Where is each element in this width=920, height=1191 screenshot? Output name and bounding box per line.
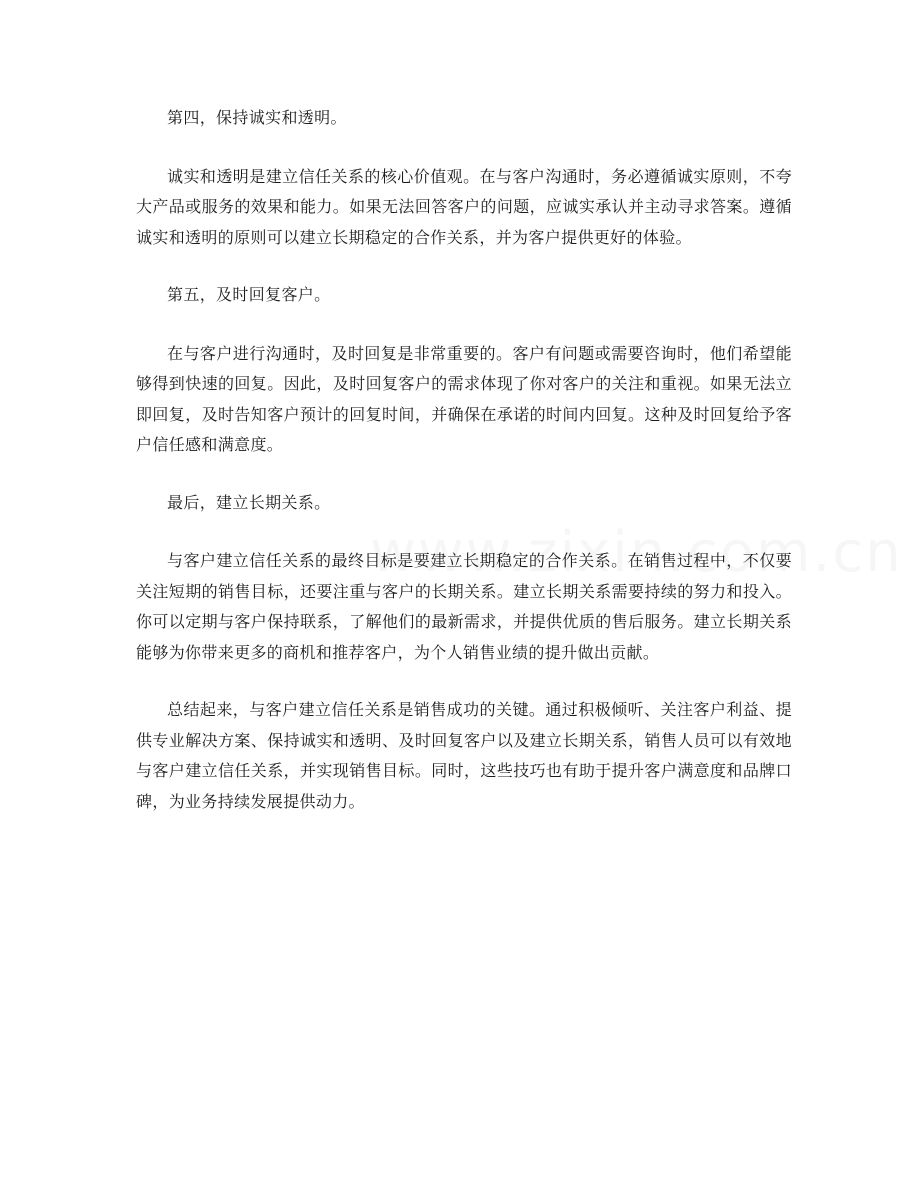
section-heading-honesty: 第四，保持诚实和透明。 (167, 108, 347, 127)
paragraph-summary: 总结起来，与客户建立信任关系是销售成功的关键。通过积极倾听、关注客户利益、提供专业解决方案、保持诚实和透明、及时回复客户以及建立长期关系，销售人员可以有效地与客户建立信任关系，并实现销售目标。同时，这些技巧也有助于提升客户满意度和品牌口碑，为业务持续发展提供动力。 (136, 700, 792, 811)
paragraph-honesty: 诚实和透明是建立信任关系的核心价值观。在与客户沟通时，务必遵循诚实原则，不夸大产品或服务的效果和能力。如果无法回答客户的问题，应诚实承认并主动寻求答案。遵循诚实和透明的原则可以建立长期稳定的合作关系，并为客户提供更好的体验。 (136, 166, 792, 247)
paragraph-long-term: 与客户建立信任关系的最终目标是要建立长期稳定的合作关系。在销售过程中，不仅要关注短期的销售目标，还要注重与客户的长期关系。建立长期关系需要持续的努力和投入。你可以定期与客户保持联系，了解他们的最新需求，并提供优质的售后服务。建立长期关系能够为你带来更多的商机和推荐客户，为个人销售业绩的提升做出贡献。 (136, 551, 792, 662)
document-body (136, 103, 792, 844)
section-heading-timely-reply: 第五，及时回复客户。 (167, 285, 331, 304)
section-heading-long-term: 最后，建立长期关系。 (167, 492, 331, 512)
paragraph-timely-reply: 在与客户进行沟通时，及时回复是非常重要的。客户有问题或需要咨询时，他们希望能够得到快速的回复。因此，及时回复客户的需求体现了你对客户的关注和重视。如果无法立即回复，及时告知客户预计的回复时间，并确保在承诺的时间内回复。这种及时回复给予客户信任感和满意度。 (136, 343, 792, 454)
